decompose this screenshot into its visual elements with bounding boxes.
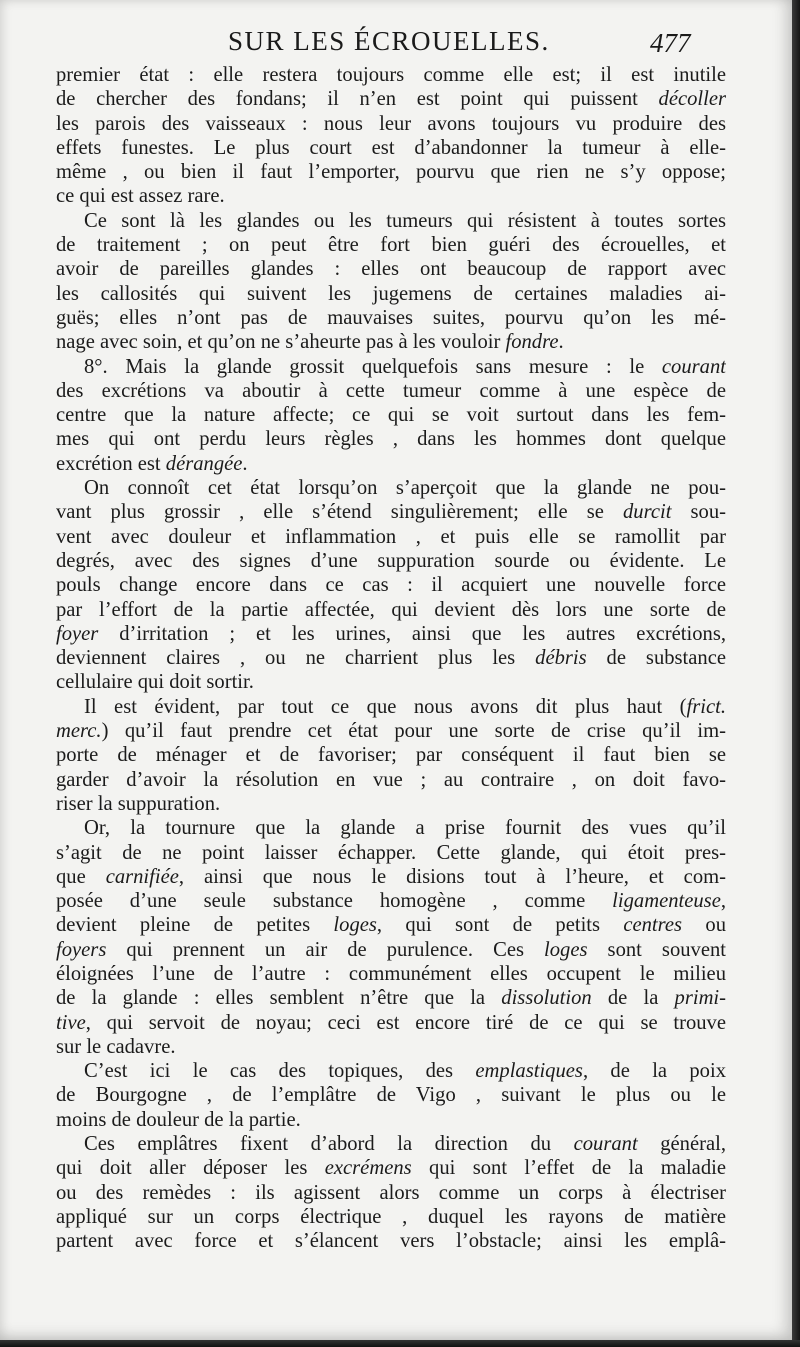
running-head: SUR LES ÉCROUELLES.	[228, 26, 550, 56]
text-segment: .	[242, 452, 248, 475]
text-line	[56, 695, 726, 719]
text-line	[56, 549, 726, 573]
text-line	[56, 355, 726, 379]
text-line	[56, 889, 726, 913]
text-segment: sou-	[671, 501, 726, 524]
text-line	[56, 1108, 726, 1132]
text-segment: qui sont l’effet de la maladie	[411, 1157, 726, 1180]
text-segment: cellulaire qui doit sortir.	[56, 671, 254, 694]
italic-text-segment: décoller	[658, 88, 726, 111]
text-segment: de substance	[586, 647, 726, 670]
italic-text-segment: loges	[544, 938, 588, 961]
text-segment: les callosités qui suivent les jugemens de certaines maladies ai-	[56, 282, 726, 305]
text-line	[56, 184, 726, 208]
text-segment: s’agit de ne point laisser échapper. Cette glande, qui étoit pres-	[56, 841, 726, 864]
text-line	[56, 962, 726, 986]
text-segment: sont souvent	[587, 938, 726, 961]
text-segment: qui prennent un air de purulence. Ces	[106, 938, 545, 961]
text-line	[56, 1181, 726, 1205]
text-line	[56, 743, 726, 767]
text-line	[56, 1156, 726, 1180]
italic-text-segment: excrémens	[324, 1157, 412, 1180]
text-line	[56, 622, 726, 646]
text-segment: , qui sont de petits	[376, 914, 624, 937]
text-segment: Ce sont là les glandes ou les tumeurs qui résistent à toutes sortes	[84, 209, 726, 232]
text-segment: avoir de pareilles glandes : elles ont beaucoup de rapport avec	[56, 258, 726, 281]
text-segment: de la	[591, 987, 675, 1010]
text-segment: .	[558, 331, 564, 354]
italic-text-segment: frict.	[686, 695, 726, 718]
text-segment: guës; elles n’ont pas de mauvaises suites, pourvu qu’on les mé-	[56, 306, 726, 329]
text-segment: mes qui ont perdu leurs règles , dans les hommes dont quelque	[56, 428, 726, 451]
text-line	[56, 427, 726, 451]
text-line	[56, 1229, 726, 1253]
text-line	[56, 209, 726, 233]
text-line	[56, 792, 726, 816]
text-segment: même , ou bien il faut l’emporter, pourvu que rien ne s’y oppose;	[56, 161, 726, 184]
text-segment: d’irritation ; et les urines, ainsi que les autres excrétions,	[98, 622, 726, 645]
text-segment: de traitement ; on peut être fort bien guéri des écrouelles, et	[56, 234, 726, 257]
text-segment: Ces emplâtres fixent d’abord la direction du	[84, 1133, 574, 1156]
text-segment: , de la poix	[582, 1060, 726, 1083]
text-line	[56, 938, 726, 962]
text-segment: ou	[682, 914, 726, 937]
text-line	[56, 233, 726, 257]
text-line	[56, 573, 726, 597]
italic-text-segment: carnifiée	[105, 865, 179, 888]
text-segment: général,	[637, 1133, 726, 1156]
italic-text-segment: dissolution	[501, 987, 592, 1010]
text-segment: posée d’une seule substance homogène , comme	[56, 890, 613, 913]
text-line	[56, 1205, 726, 1229]
text-segment: des excrétions va aboutir à cette tumeur comme à une espèce de	[56, 379, 726, 402]
text-segment: garder d’avoir la résolution en vue ; au contraire , on doit favo-	[56, 768, 726, 791]
text-line	[56, 768, 726, 792]
text-segment: pouls change encore dans ce cas : il acquiert une nouvelle force	[56, 574, 726, 597]
text-line	[56, 257, 726, 281]
text-segment: riser la suppuration.	[56, 792, 221, 815]
text-segment: ce qui est assez rare.	[56, 185, 225, 208]
italic-text-segment: débris	[535, 647, 587, 670]
text-segment: de chercher des fondans; il n’en est point qui puissent	[56, 88, 659, 111]
page-bottom-shadow	[0, 1340, 800, 1347]
text-segment: de la glande : elles semblent n’être que la	[56, 987, 502, 1010]
text-line	[56, 816, 726, 840]
text-segment: C’est ici le cas des topiques, des	[84, 1060, 476, 1083]
text-line	[56, 670, 726, 694]
text-segment: qui doit aller déposer les	[56, 1157, 325, 1180]
text-segment: centre que la nature affecte; ce qui se voit surtout dans les fem-	[56, 404, 726, 427]
text-segment: Or, la tournure que la glande a prise fournit des vues qu’il	[84, 817, 726, 840]
text-line	[56, 160, 726, 184]
text-segment: effets funestes. Le plus court est d’abandonner la tumeur à elle-	[56, 136, 726, 159]
text-line	[56, 986, 726, 1010]
italic-text-segment: courant	[573, 1133, 638, 1156]
text-line	[56, 865, 726, 889]
text-segment: Il est évident, par tout ce que nous avons dit plus haut (	[84, 695, 687, 718]
text-line	[56, 500, 726, 524]
text-line	[56, 403, 726, 427]
text-line	[56, 646, 726, 670]
text-line	[56, 379, 726, 403]
text-segment: vant plus grossir , elle s’étend singulièrement; elle se	[56, 501, 623, 524]
text-line	[56, 913, 726, 937]
italic-text-segment: centres	[623, 914, 683, 937]
text-segment: que	[56, 865, 106, 888]
text-segment: par l’effort de la partie affectée, qui devient dès lors une sorte de	[56, 598, 726, 621]
text-segment: ou des remèdes : ils agissent alors comme un corps à électriser	[56, 1181, 726, 1204]
text-segment: , ainsi que nous le disions tout à l’heure, et com-	[178, 865, 726, 888]
text-segment: ,	[720, 890, 726, 913]
text-line	[56, 282, 726, 306]
text-segment: porte de ménager et de favoriser; par conséquent il faut bien se	[56, 744, 726, 767]
page-edge-shadow	[792, 0, 800, 1347]
text-line	[56, 1083, 726, 1107]
text-line	[56, 598, 726, 622]
text-segment: appliqué sur un corps électrique , duquel les rayons de matière	[56, 1205, 726, 1228]
text-line	[56, 1011, 726, 1035]
italic-text-segment: merc.	[56, 720, 102, 743]
text-line	[56, 476, 726, 500]
text-segment: 8°. Mais la glande grossit quelquefois sans mesure : le	[84, 355, 662, 378]
text-segment: moins de douleur de la partie.	[56, 1108, 301, 1131]
text-line	[56, 87, 726, 111]
text-segment: nage avec soin, et qu’on ne s’aheurte pas à les vouloir	[56, 331, 506, 354]
italic-text-segment: fondre	[505, 331, 559, 354]
text-segment: excrétion est	[56, 452, 166, 475]
text-segment: premier état : elle restera toujours comme elle est; il est inutile	[56, 64, 726, 86]
text-line	[56, 841, 726, 865]
italic-text-segment: emplastiques	[475, 1060, 583, 1083]
text-line	[56, 525, 726, 549]
text-line	[56, 1132, 726, 1156]
italic-text-segment: primi-	[674, 987, 726, 1010]
body-text	[56, 63, 726, 1254]
text-segment: partent avec force et s’élancent vers l’obstacle; ainsi les emplâ-	[56, 1230, 726, 1253]
italic-text-segment: loges	[333, 914, 377, 937]
italic-text-segment: durcit	[623, 501, 672, 524]
text-line	[56, 63, 726, 87]
text-segment: devient pleine de petites	[56, 914, 334, 937]
italic-text-segment: tive	[56, 1011, 86, 1034]
italic-text-segment: foyers	[56, 938, 107, 961]
text-line	[56, 136, 726, 160]
text-line	[56, 330, 726, 354]
text-segment: deviennent claires , ou ne charrient plus les	[56, 647, 536, 670]
text-segment: ) qu’il faut prendre cet état pour une sorte de crise qu’il im-	[101, 720, 726, 743]
text-segment: éloignées l’une de l’autre : communément elles occupent le milieu	[56, 962, 726, 985]
text-line	[56, 112, 726, 136]
text-line	[56, 719, 726, 743]
italic-text-segment: dérangée	[165, 452, 243, 475]
page-number: 477	[650, 28, 691, 58]
text-line	[56, 1035, 726, 1059]
italic-text-segment: courant	[661, 355, 726, 378]
text-line	[56, 306, 726, 330]
text-line	[56, 452, 726, 476]
italic-text-segment: foyer	[56, 622, 99, 645]
text-segment: les parois des vaisseaux : nous leur avons toujours vu produire des	[56, 112, 726, 135]
text-segment: On connoît cet état lorsqu’on s’aperçoit que la glande ne pou-	[84, 477, 726, 500]
text-segment: , qui servoit de noyau; ceci est encore tiré de ce qui se trouve	[85, 1011, 726, 1034]
text-line	[56, 1059, 726, 1083]
italic-text-segment: ligamenteuse	[612, 890, 721, 913]
text-segment: degrés, avec des signes d’une suppuration sourde ou évidente. Le	[56, 549, 726, 572]
text-segment: sur le cadavre.	[56, 1035, 176, 1058]
text-segment: vent avec douleur et inflammation , et puis elle se ramollit par	[56, 525, 726, 548]
text-segment: de Bourgogne , de l’emplâtre de Vigo , suivant le plus ou le	[56, 1084, 726, 1107]
